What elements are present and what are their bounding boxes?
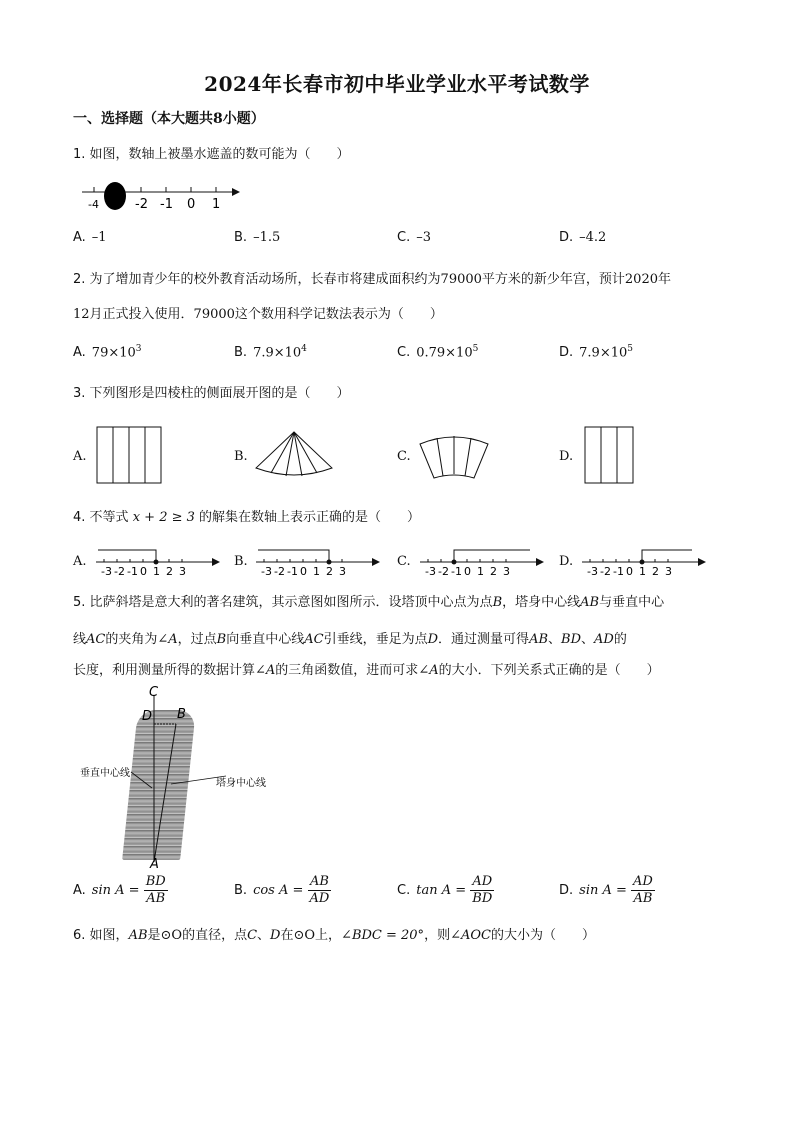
denominator: AB — [146, 891, 166, 906]
math: AB — [128, 928, 148, 943]
option-letter: A. — [73, 345, 86, 361]
fraction — [470, 874, 494, 907]
math: ∠A — [255, 663, 276, 678]
axis-arrow — [698, 558, 706, 566]
text: 在⊙O上， — [280, 928, 342, 943]
option-letter: A. — [73, 883, 86, 898]
label-a: A — [150, 857, 159, 872]
text: ，过点 — [177, 632, 217, 647]
tick-label: -2 — [600, 565, 611, 578]
q5-option-b — [234, 874, 331, 907]
q4-option-a-letter: A. — [73, 554, 87, 569]
question-3 — [73, 385, 733, 403]
text: 、 — [581, 632, 595, 647]
q2-option-a — [73, 344, 142, 360]
text: 比萨斜塔是意大利的著名建筑，其示意图如图所示．设塔顶中心点为点 — [89, 595, 493, 610]
option-function: sin A = — [91, 883, 140, 898]
fraction — [631, 874, 655, 907]
q3-option-b-letter: B. — [234, 449, 248, 464]
option-letter: C. — [397, 883, 411, 898]
math: BD — [561, 632, 582, 647]
question-number: 2. — [73, 272, 86, 287]
tick-label: -2 — [114, 565, 125, 578]
tick-label: 1 — [639, 565, 646, 578]
option-letter: D. — [559, 883, 574, 898]
text: 与垂直中心 — [599, 595, 665, 610]
solution-ray — [454, 550, 530, 562]
tick-label: -3 — [587, 565, 598, 578]
math: ∠A — [418, 663, 439, 678]
math: AB — [580, 595, 600, 610]
math: AC — [86, 632, 106, 647]
tick-label: -3 — [425, 565, 436, 578]
option-text: –1 — [91, 230, 107, 245]
tick-label: -3 — [261, 565, 272, 578]
text: 长度，利用测量所得的数据计算 — [73, 663, 256, 678]
number-line-ink — [80, 180, 240, 210]
math: ∠BDC = 20° — [341, 928, 425, 943]
tick-label: 2 — [652, 565, 659, 578]
numerator: AB — [308, 874, 332, 891]
tick-label: -2 — [135, 197, 148, 212]
solution-point — [154, 560, 159, 565]
solution-ray — [642, 550, 692, 562]
solution-point — [640, 560, 645, 565]
q4-number-line-c — [420, 540, 546, 578]
q1-option-a — [73, 230, 107, 245]
text: ，则 — [424, 928, 451, 943]
inequality: x + 2 ≥ 3 — [132, 510, 195, 525]
option-text: –1.5 — [253, 230, 281, 245]
tick-label: 3 — [503, 565, 510, 578]
question-4 — [73, 509, 733, 527]
axis-arrow — [212, 558, 220, 566]
tick-label: -1 — [127, 565, 138, 578]
label-c: C — [149, 685, 159, 700]
option-letter: D. — [559, 345, 574, 361]
fraction — [308, 874, 332, 907]
tick-label: 0 — [140, 565, 147, 578]
ink-blot — [104, 182, 126, 210]
denominator: AD — [309, 891, 330, 906]
question-1 — [73, 146, 733, 164]
section-heading: 一、选择题（本大题共8小题） — [73, 111, 265, 127]
q4-option-d-letter: D. — [559, 554, 574, 569]
q3-option-a-letter: A. — [73, 449, 87, 464]
option-base: 7.9×10 — [253, 345, 302, 361]
axis-arrow — [372, 558, 380, 566]
text: 的 — [613, 632, 627, 647]
option-base: 7.9×10 — [579, 345, 628, 361]
text: 引垂线，垂足为点 — [323, 632, 428, 647]
solution-point — [327, 560, 332, 565]
question-post: 的解集在数轴上表示正确的是（ ） — [199, 510, 421, 525]
tick-label: 0 — [187, 197, 196, 212]
q2-option-b — [234, 344, 307, 360]
question-5-line2 — [73, 631, 733, 649]
q3-figure-d — [584, 426, 636, 484]
question-5-line1 — [73, 594, 733, 612]
tick-label: 3 — [665, 565, 672, 578]
math: B — [492, 595, 503, 610]
option-text: –4.2 — [579, 230, 607, 245]
question-6 — [73, 927, 733, 945]
text: ．通过测量可得 — [438, 632, 530, 647]
q3-option-d-letter: D. — [559, 449, 574, 464]
question-2 — [73, 271, 733, 289]
question-2-cont — [73, 306, 733, 324]
q3-figure-b — [254, 430, 334, 480]
q4-number-line-d — [582, 540, 708, 578]
axis-arrow — [536, 558, 544, 566]
option-function: cos A = — [253, 883, 304, 898]
option-base: 0.79×10 — [416, 345, 473, 361]
denominator: BD — [472, 891, 493, 906]
q1-option-c — [397, 230, 431, 245]
math: AD — [594, 632, 614, 647]
question-number: 5. — [73, 595, 86, 610]
text: 的大小．下列关系式正确的是（ ） — [438, 663, 660, 678]
question-number: 4. — [73, 510, 86, 525]
option-text: –3 — [416, 230, 431, 245]
question-pre: 不等式 — [89, 510, 129, 525]
option-function: sin A = — [579, 883, 627, 898]
text: 的大小为（ ） — [490, 928, 595, 943]
text: 、 — [548, 632, 562, 647]
q5-option-a — [73, 874, 168, 907]
option-base: 79×10 — [91, 345, 136, 361]
tick-label: -1 — [160, 197, 173, 212]
q2-option-d — [559, 344, 633, 360]
math: B — [216, 632, 227, 647]
numerator: AD — [470, 874, 494, 891]
option-exponent: 4 — [301, 344, 307, 354]
page-title: 2024年长春市初中毕业学业水平考试数学 — [204, 72, 590, 96]
option-exponent: 5 — [627, 344, 633, 354]
label-d: D — [142, 709, 153, 724]
text: 的夹角为 — [105, 632, 158, 647]
text: 向垂直中心线 — [226, 632, 305, 647]
q4-number-line-b — [256, 540, 382, 578]
math: AC — [304, 632, 324, 647]
option-letter: B. — [234, 230, 248, 245]
q1-option-d — [559, 230, 606, 245]
option-letter: C. — [397, 230, 411, 245]
question-text-line1: 为了增加青少年的校外教育活动场所，长春市将建成面积约为79000平方米的新少年宫，预计2020年 — [89, 272, 671, 287]
option-letter: C. — [397, 345, 411, 361]
tick-label: 1 — [212, 197, 221, 212]
tick-label: 1 — [477, 565, 484, 578]
tick-label: 3 — [179, 565, 186, 578]
text: 的三角函数值，进而可求 — [275, 663, 419, 678]
option-letter: D. — [559, 230, 574, 245]
solution-ray — [98, 550, 156, 562]
option-exponent: 3 — [135, 344, 142, 354]
tick-label: 2 — [326, 565, 333, 578]
math: AB — [529, 632, 549, 647]
tick-label: -4 — [88, 198, 99, 211]
tick-label: -2 — [438, 565, 449, 578]
q4-option-c-letter: C. — [397, 554, 411, 569]
q3-figure-a — [96, 426, 162, 484]
math: ∠AOC — [450, 928, 491, 943]
label-vertical-line: 垂直中心线 — [80, 768, 130, 779]
tick-label: -2 — [274, 565, 285, 578]
numerator: BD — [145, 874, 166, 889]
text: 是⊙O的直径，点 — [147, 928, 248, 943]
math: D — [270, 928, 281, 943]
text: 、 — [257, 928, 271, 943]
q1-option-b — [234, 230, 280, 245]
q3-option-c-letter: C. — [397, 449, 411, 464]
q4-option-b-letter: B. — [234, 554, 248, 569]
q3-figure-c — [418, 430, 490, 482]
question-number: 6. — [73, 928, 86, 943]
question-number: 1. — [73, 147, 86, 162]
text: ，塔身中心线 — [502, 595, 581, 610]
tick-label: -3 — [101, 565, 112, 578]
q5-option-d — [559, 874, 655, 907]
question-number: 3. — [73, 386, 86, 401]
q5-figure — [76, 684, 266, 872]
option-letter: A. — [73, 230, 86, 245]
question-text-line2: 12月正式投入使用．79000这个数用科学记数法表示为（ ） — [73, 307, 443, 322]
solution-ray — [258, 550, 329, 562]
question-text: 如图，数轴上被墨水遮盖的数可能为（ ） — [89, 147, 350, 162]
math: C — [247, 928, 258, 943]
tick-label: -1 — [287, 565, 298, 578]
q5-option-c — [397, 874, 494, 907]
tick-label: -1 — [451, 565, 462, 578]
tick-label: 2 — [166, 565, 173, 578]
tick-label: 0 — [300, 565, 307, 578]
tick-label: 1 — [313, 565, 320, 578]
tick-label: 1 — [153, 565, 160, 578]
tick-label: 2 — [490, 565, 497, 578]
label-tower-line: 塔身中心线 — [216, 778, 266, 789]
numerator: AD — [633, 874, 653, 889]
option-letter: B. — [234, 345, 248, 361]
question-5-line3 — [73, 662, 733, 680]
tick-label: 0 — [464, 565, 471, 578]
text: 如图， — [89, 928, 129, 943]
text: 线 — [73, 632, 87, 647]
question-text: 下列图形是四棱柱的侧面展开图的是（ ） — [89, 386, 350, 401]
solution-point — [452, 560, 457, 565]
label-b: B — [177, 707, 186, 722]
option-function: tan A = — [416, 883, 467, 898]
option-letter: B. — [234, 883, 248, 898]
q4-number-line-a — [96, 540, 222, 578]
tick-label: 0 — [626, 565, 633, 578]
math: D — [427, 632, 439, 647]
denominator: AB — [633, 891, 653, 906]
tick-label: 3 — [339, 565, 346, 578]
math: ∠A — [157, 632, 178, 647]
q2-option-c — [397, 344, 478, 360]
tick-label: -1 — [613, 565, 624, 578]
fraction — [144, 874, 168, 907]
option-exponent: 5 — [472, 344, 479, 354]
